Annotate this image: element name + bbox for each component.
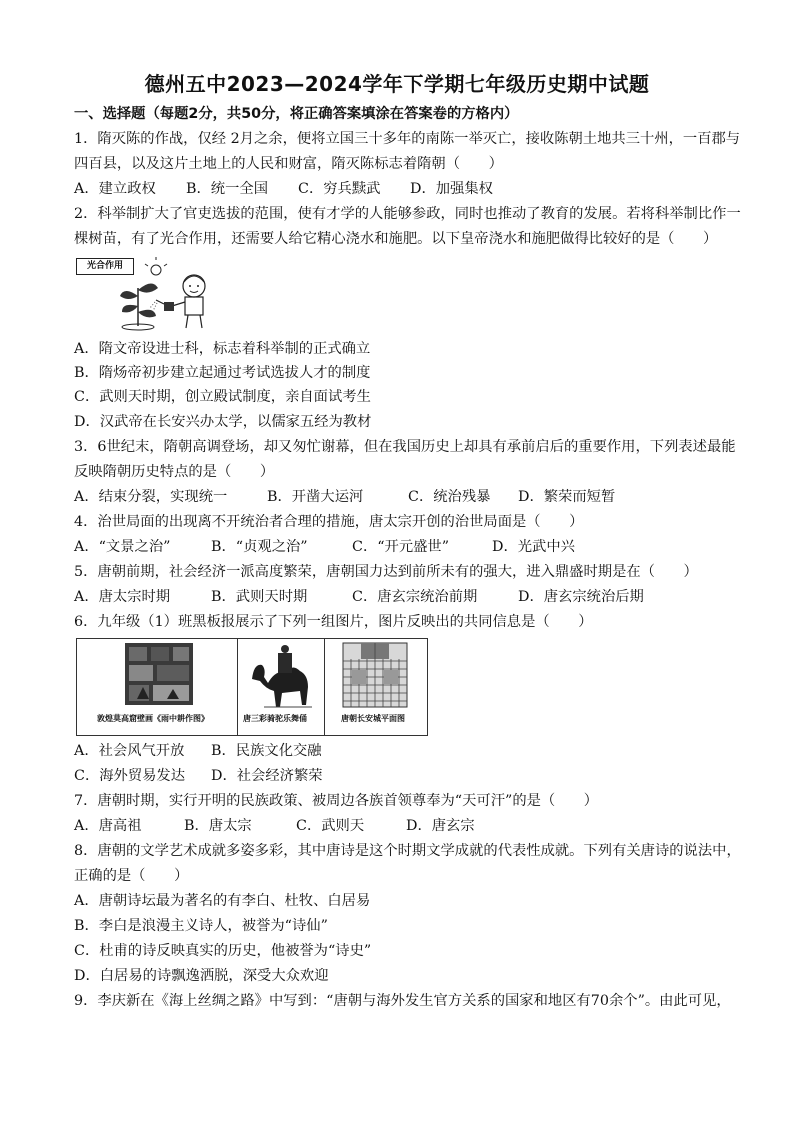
option-c[interactable]: C．统治残暴 [408, 489, 491, 505]
question-2-option-b[interactable]: B．隋炀帝初步建立起通过考试选拔人才的制度 [74, 365, 371, 381]
option-c[interactable]: C．“开元盛世” [352, 539, 450, 555]
question-2-text: 2．科举制扩大了官吏选拔的范围，使有才学的人能够参政，同时也推动了教育的发展。若将科举制比作一 [74, 206, 741, 222]
question-3-text: 3．6世纪末，隋朝高调登场，却又匆忙谢幕，但在我国历史上却具有承前启后的重要作用，下列表述最能 [74, 439, 736, 455]
question-2-option-c[interactable]: C．武则天时期，创立殿试制度，亲自面试考生 [74, 389, 371, 405]
option-a[interactable]: A．建立政权 [74, 181, 156, 197]
question-4-text: 4．治世局面的出现离不开统治者合理的措施，唐太宗开创的治世局面是（ ） [74, 514, 584, 530]
question-3-text-cont: 反映隋朝历史特点的是（ ） [74, 464, 275, 480]
option-b[interactable]: B．“贞观之治” [211, 539, 308, 555]
option-b[interactable]: B．武则天时期 [211, 589, 308, 605]
city-plan-image [325, 639, 427, 735]
option-b[interactable]: B．开凿大运河 [267, 489, 364, 505]
option-a[interactable]: A．“文景之治” [74, 539, 171, 555]
option-a[interactable]: A．社会风气开放 [74, 743, 185, 759]
cartoon-label: 光合作用 [86, 261, 123, 271]
option-c[interactable]: C．穷兵黩武 [298, 181, 381, 197]
question-8-option-b[interactable]: B．李白是浪漫主义诗人，被誉为“诗仙” [74, 918, 328, 934]
option-b[interactable]: B．统一全国 [186, 181, 268, 197]
question-8-option-c[interactable]: C．杜甫的诗反映真实的历史，他被誉为“诗史” [74, 943, 372, 959]
question-8-option-d[interactable]: D．白居易的诗飘逸洒脱，深受大众欢迎 [74, 968, 329, 984]
question-6-text: 6．九年级（1）班黑板报展示了下列一组图片，图片反映出的共同信息是（ ） [74, 614, 593, 630]
question-8-option-a[interactable]: A．唐朝诗坛最为著名的有李白、杜牧、白居易 [74, 893, 371, 909]
option-c[interactable]: C．唐玄宗统治前期 [352, 589, 478, 605]
option-d[interactable]: D．唐玄宗 [406, 818, 475, 834]
question-8-text-cont: 正确的是（ ） [74, 868, 189, 884]
option-a[interactable]: A．唐太宗时期 [74, 589, 171, 605]
option-d[interactable]: D．繁荣而短暂 [518, 489, 616, 505]
option-c[interactable]: C．海外贸易发达 [74, 768, 186, 784]
photosynthesis-cartoon [76, 256, 216, 332]
option-c[interactable]: C．武则天 [296, 818, 365, 834]
question-7-text: 7．唐朝时期，实行开明的民族政策、被周边各族首领尊奉为“天可汗”的是（ ） [74, 793, 599, 809]
question-2-option-d[interactable]: D．汉武帝在长安兴办太学，以儒家五经为教材 [74, 414, 372, 430]
question-1-text-cont: 四百县，以及这片土地上的人民和财富，隋灭陈标志着隋朝（ ） [74, 156, 503, 172]
question-1-text: 1．隋灭陈的作战，仅经 2月之余，便将立国三十多年的南陈一举灭亡，接收陈朝土地共三十州，一百郡与 [74, 131, 741, 147]
option-d[interactable]: D．唐玄宗统治后期 [518, 589, 644, 605]
question-2-text-cont: 棵树苗，有了光合作用，还需要人给它精心浇水和施肥。以下皇帝浇水和施肥做得比较好的是（ ） [74, 231, 718, 247]
option-d[interactable]: D．加强集权 [410, 181, 493, 197]
option-a[interactable]: A．唐高祖 [74, 818, 142, 834]
question-5-text: 5．唐朝前期，社会经济一派高度繁荣，唐朝国力达到前所未有的强大，进入鼎盛时期是在（ ） [74, 564, 698, 580]
cartoon-drawing [76, 256, 216, 332]
option-b[interactable]: B．民族文化交融 [211, 743, 322, 759]
question-8-text: 8．唐朝的文学艺术成就多姿多彩，其中唐诗是这个时期文学成就的代表性成就。下列有关唐诗的说法中， [74, 843, 741, 859]
option-d[interactable]: D．社会经济繁荣 [211, 768, 323, 784]
question-9-text: 9．李庆新在《海上丝绸之路》中写到：“唐朝与海外发生官方关系的国家和地区有70余个”。由此可见， [74, 993, 731, 1009]
option-b[interactable]: B．唐太宗 [184, 818, 252, 834]
camel-figurine-image [238, 639, 325, 735]
section-heading: 一、选择题（每题2分，共50分，将正确答案填涂在答案卷的方格内） [74, 106, 519, 122]
option-d[interactable]: D．光武中兴 [492, 539, 575, 555]
caption-city-plan: 唐朝长安城平面图 [341, 714, 405, 723]
caption-camel: 唐三彩骑驼乐舞俑 [243, 714, 307, 723]
mural-image [77, 639, 238, 735]
exam-title: 德州五中2023—2024学年下学期七年级历史期中试题 [144, 72, 650, 96]
picture-strip [76, 638, 428, 736]
question-2-option-a[interactable]: A．隋文帝设进士科，标志着科举制的正式确立 [74, 341, 371, 357]
option-a[interactable]: A．结束分裂，实现统一 [74, 489, 228, 505]
caption-mural: 敦煌莫高窟壁画《雨中耕作图》 [97, 714, 209, 723]
